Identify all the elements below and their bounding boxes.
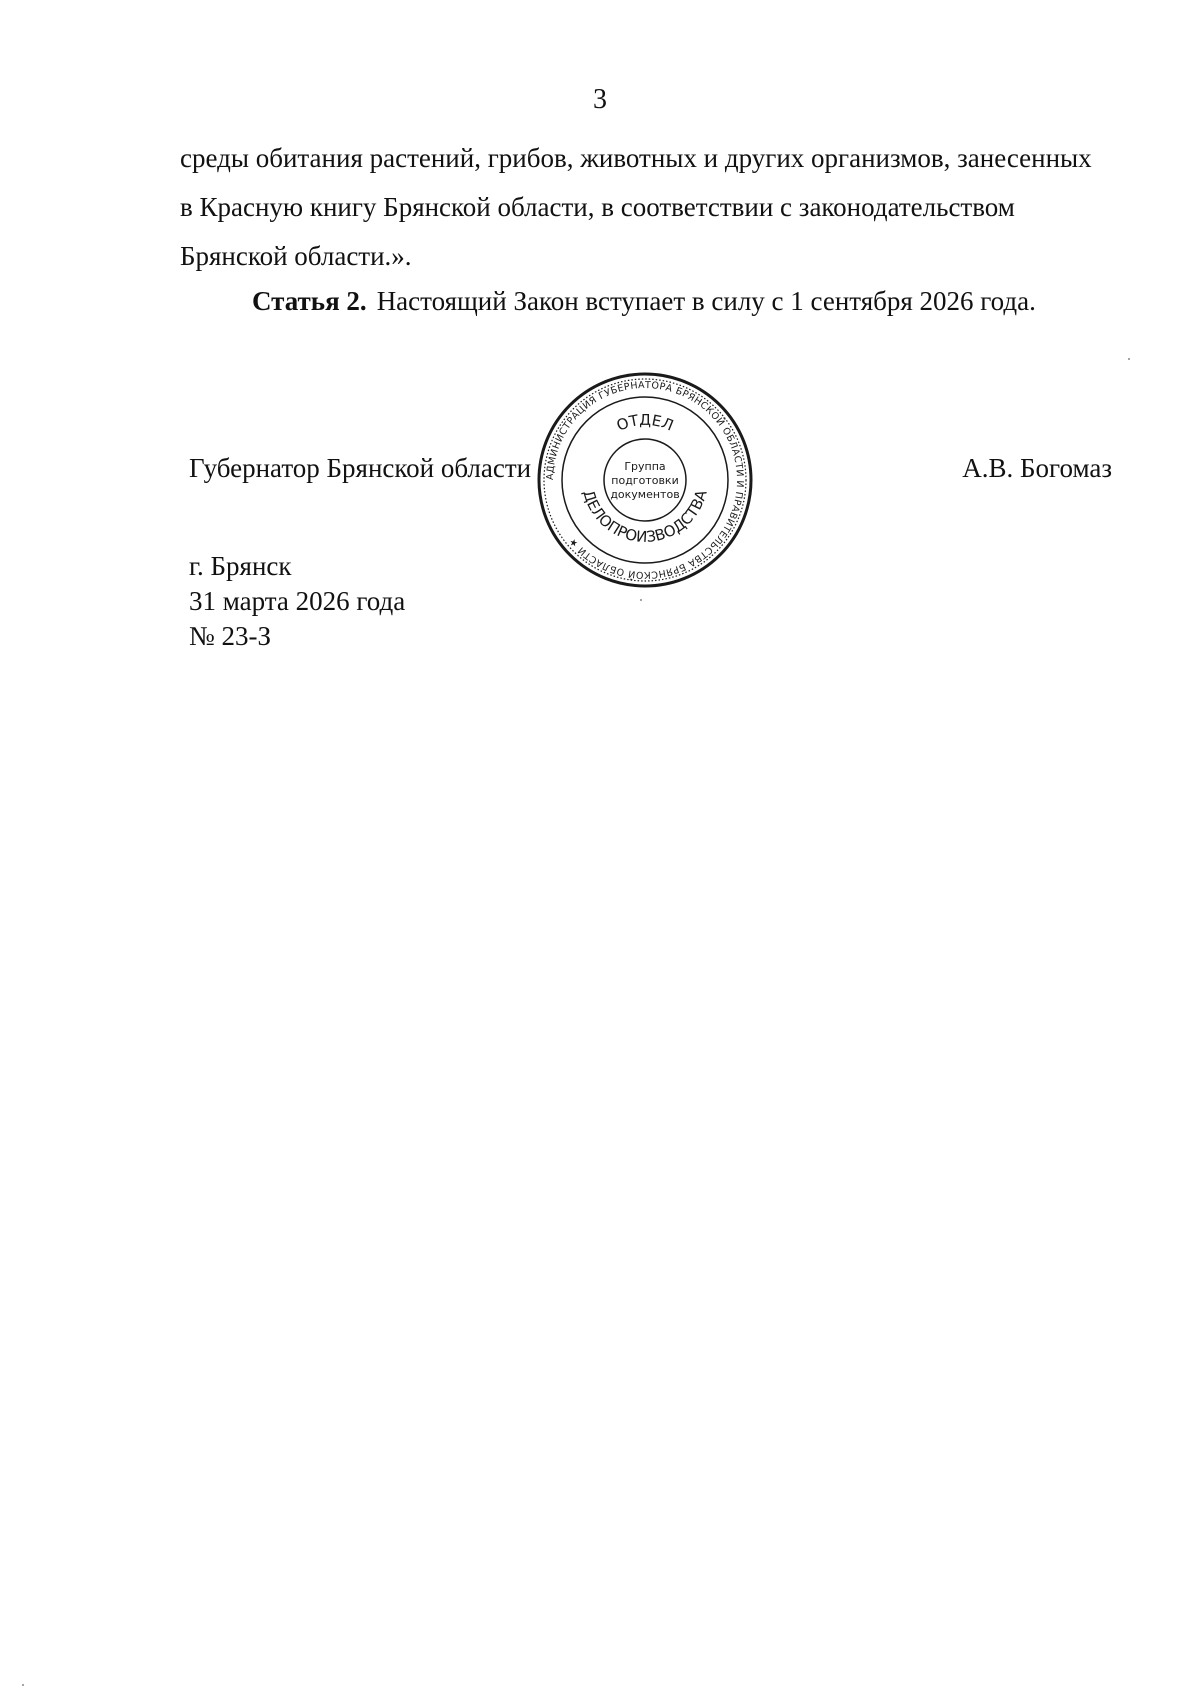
page-number: 3 [593,84,607,115]
signatory-name: А.В. Богомаз [962,453,1112,483]
date-of-signing: 31 марта 2026 года [189,586,406,616]
place-date-block [189,549,405,654]
paragraph-line: в Красную книгу Брянской области, в соответствии с законодательством [180,192,1015,222]
stamp-outer-text: АДМИНИСТРАЦИЯ ГУБЕРНАТОРА БРЯНСКОЙ ОБЛАСТИ И ПРАВИТЕЛЬСТВА БРЯНСКОЙ ОБЛАСТИ ★ [544,379,746,581]
paragraph-line: среды обитания растений, грибов, животных и других организмов, занесенных [180,143,1092,173]
paragraph-line: Брянской области.». [180,241,412,271]
stamp-center-line: документов [610,488,680,501]
place-of-signing: г. Брянск [189,551,292,581]
article-heading: Статья 2. [252,286,367,316]
stamp-seal-graphic [535,370,755,590]
article-text: Настоящий Закон вступает в силу с 1 сентября 2026 года. [376,286,1036,316]
official-stamp [535,370,755,590]
law-number: № 23-З [189,621,272,651]
stamp-center-line: подготовки [611,474,679,487]
paragraph-continuation [180,134,1124,281]
signatory-title: Губернатор Брянской области [189,453,532,483]
scan-speck [640,599,642,601]
stamp-arc-bottom: ДЕЛОПРОИЗВОДСТВА [579,487,711,547]
scan-speck [1128,358,1130,360]
article-2 [252,281,1036,321]
stamp-center-line: Группа [624,460,666,473]
stamp-arc-top: ОТДЕЛ [614,410,677,435]
scan-speck [22,1684,24,1686]
